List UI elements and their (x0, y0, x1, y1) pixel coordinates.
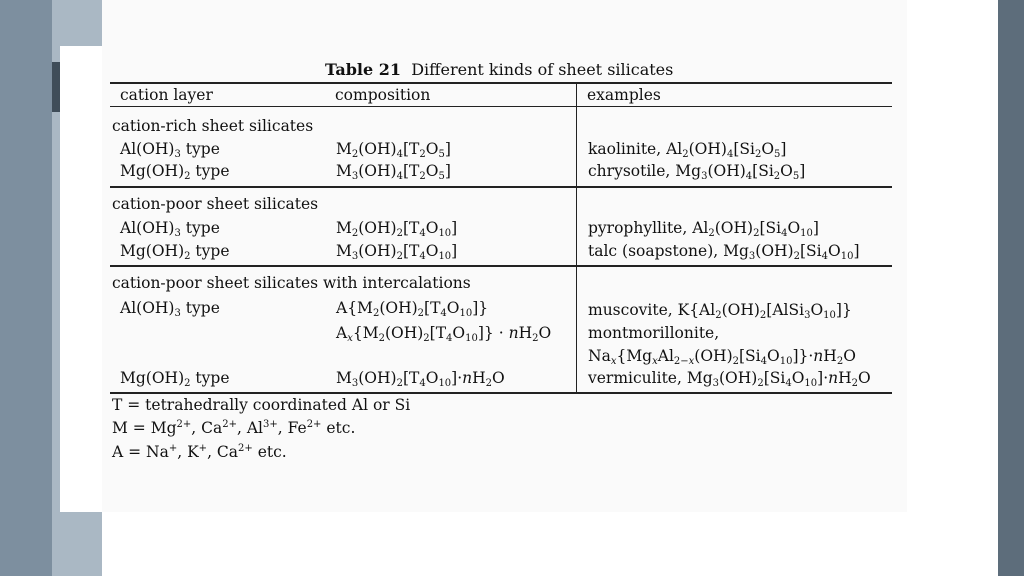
row7-example: vermiculite, $Mg_3(OH)_2[Si_4O_{10}]\cdot nH_2O$ (588, 369, 871, 389)
left-decor-band (0, 0, 52, 576)
row1-layer: $Al(OH)_3$ type (120, 140, 220, 160)
row3-example: pyrophyllite, $Al_2(OH)_2[Si_4O_{10}]$ (588, 219, 819, 239)
rule-bottom (110, 392, 892, 394)
row7-layer: $Mg(OH)_2$ type (120, 369, 230, 389)
table-caption: Different kinds of sheet silicates (411, 60, 674, 79)
rule-section-1 (110, 186, 892, 188)
row4-example: talc (soapstone), $Mg_3(OH)_2[Si_4O_{10}]$ (588, 242, 860, 262)
table-title (325, 60, 673, 79)
column-divider (576, 82, 577, 392)
header-composition: composition (335, 86, 431, 104)
row3-composition: $M_2(OH)_2[T_4O_{10}]$ (336, 219, 458, 239)
header-cation-layer: cation layer (120, 86, 213, 104)
section-heading-intercalations: cation-poor sheet silicates with intercalations (112, 274, 471, 292)
row5-layer: $Al(OH)_3$ type (120, 299, 220, 319)
section-heading-cation-poor: cation-poor sheet silicates (112, 195, 319, 213)
row3-layer: $Al(OH)_3$ type (120, 219, 220, 239)
row5-example: muscovite, $K\{Al_2(OH)_2[AlSi_3O_{10}]\}$ (588, 301, 852, 321)
rule-header (110, 106, 892, 107)
row1-composition: $M_2(OH)_4[T_2O_5]$ (336, 140, 451, 160)
rule-top (110, 82, 892, 84)
footnote-t: T = tetrahedrally coordinated Al or Si (112, 396, 411, 414)
footnote-a: A = Na+, K+, $Ca^{2+}$ etc. (112, 443, 287, 461)
row2-composition: $M_3(OH)_4[T_2O_5]$ (336, 162, 451, 182)
row1-example: kaolinite, $Al_2(OH)_4[Si_2O_5]$ (588, 140, 787, 160)
row4-layer: $Mg(OH)_2$ type (120, 242, 230, 262)
section-heading-cation-rich: cation-rich sheet silicates (112, 117, 314, 135)
row6-example-formula: $Na_x\{Mg_xAl_{2-x}(OH)_2[Si_4O_{10}]\}\cdot nH_2O$ (588, 347, 856, 367)
row7-composition: $M_3(OH)_2[T_4O_{10}]\cdot nH_2O$ (336, 369, 505, 389)
row5-composition: $A\{M_2(OH)_2[T_4O_{10}]\}$ (336, 299, 489, 319)
row6-example: montmorillonite, (588, 324, 720, 342)
right-decor-band (998, 0, 1024, 576)
row6-composition: $A_x\{M_2(OH)_2[T_4O_{10}]\} \cdot nH_2O$ (336, 324, 552, 344)
footnote-m: $M = Mg^{2+}$, $Ca^{2+}$, $Al^{3+}$, $Fe^{2+}$ etc. (112, 419, 356, 437)
row4-composition: $M_3(OH)_2[T_4O_{10}]$ (336, 242, 458, 262)
rule-section-2 (110, 265, 892, 267)
row2-example: chrysotile, $Mg_3(OH)_4[Si_2O_5]$ (588, 162, 806, 182)
table-number: Table 21 (325, 60, 402, 79)
header-examples: examples (587, 86, 661, 104)
row2-layer: $Mg(OH)_2$ type (120, 162, 230, 182)
left-accent-bar (52, 62, 60, 112)
